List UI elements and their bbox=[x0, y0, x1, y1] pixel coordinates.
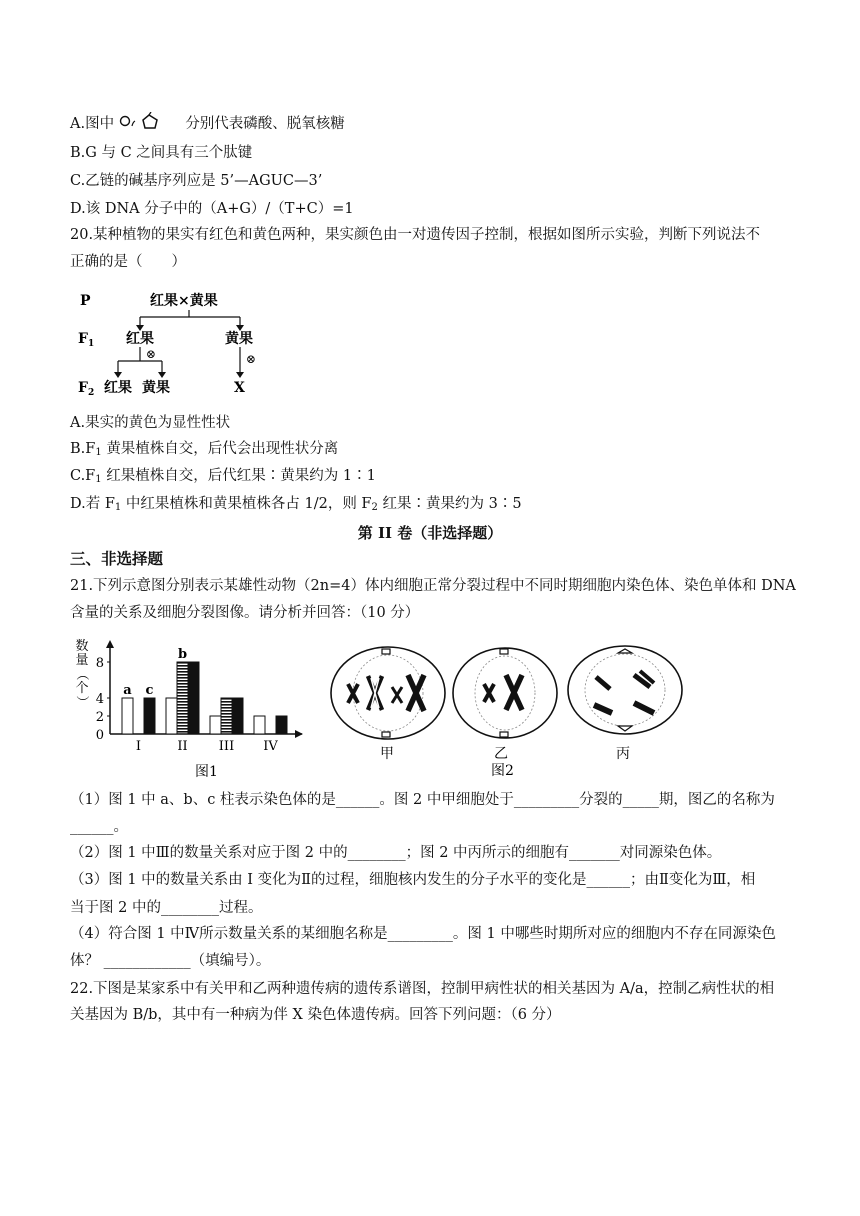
x-axis-arrow bbox=[295, 730, 303, 738]
y-axis-label-char: 个 bbox=[75, 681, 89, 696]
y-tick-label: 8 bbox=[95, 656, 104, 671]
category-label-II: II bbox=[177, 739, 188, 754]
q21-sub3-1: （3）图 1 中的数量关系由 I 变化为Ⅱ的过程，细胞核内发生的分子水平的变化是______；由Ⅱ变化为Ⅲ，相 bbox=[70, 872, 756, 888]
cell-label-jia: 甲 bbox=[380, 746, 394, 762]
option-a-prefix: A.图中 bbox=[70, 116, 115, 132]
option-a-suffix: 分别代表磷酸、脱氧核糖 bbox=[185, 116, 345, 132]
bar-b-II bbox=[177, 662, 188, 734]
y-axis-label-char: （ bbox=[74, 667, 89, 681]
f1-yellow: 黄果 bbox=[225, 331, 253, 347]
y-axis-arrow bbox=[106, 640, 114, 648]
phosphate-sugar-icon bbox=[119, 112, 181, 132]
figure-1-caption: 图1 bbox=[195, 764, 218, 780]
option-b: B.G 与 C 之间具有三个肽键 bbox=[70, 145, 253, 161]
bar-b-III bbox=[221, 698, 232, 734]
f2-yellow: 黄果 bbox=[142, 380, 170, 396]
bar-label-a: a bbox=[123, 683, 132, 698]
section-title: 第 II 卷（非选择题） bbox=[357, 524, 503, 542]
bar-label-c: c bbox=[145, 683, 154, 698]
q20-option-c: $C.F_1$ 红果植株自交，后代红果∶黄果约为 1∶1 bbox=[70, 468, 376, 485]
bar-c-III bbox=[232, 698, 243, 734]
bar-c-IV bbox=[276, 716, 287, 734]
q20-stem-2: 正确的是（ ） bbox=[70, 254, 186, 270]
bar-label-b: b bbox=[177, 647, 188, 662]
q21-sub4-1: （4）符合图 1 中Ⅳ所示数量关系的某细胞名称是_________。图 1 中哪些时期所对应的细胞内不存在同源染色 bbox=[70, 926, 776, 942]
y-tick-label: 4 bbox=[95, 692, 104, 707]
q22-stem-2: 关基因为 B/b，其中有一种病为伴 X 染色体遗传病。回答下列问题：（6 分） bbox=[70, 1007, 561, 1023]
q21-sub4-2: 体？ ____________（填编号）。 bbox=[70, 953, 271, 969]
q21-sub2: （2）图 1 中Ⅲ的数量关系对应于图 2 中的________；图 2 中丙所示的细胞有_______对同源染色体。 bbox=[70, 845, 722, 861]
cell-label-yi: 乙 bbox=[494, 746, 508, 762]
y-axis-label-char: 量 bbox=[75, 653, 89, 668]
q20-option-a: A.果实的黄色为显性性状 bbox=[70, 415, 231, 431]
bar-a-III bbox=[210, 716, 221, 734]
cross-text: 红果×黄果 bbox=[150, 293, 218, 309]
y-axis-label-char: 数 bbox=[75, 639, 89, 654]
cell-label-bing: 丙 bbox=[616, 746, 630, 762]
x-label: X bbox=[234, 380, 245, 396]
f1-label: $F_1$ bbox=[78, 331, 95, 349]
cell-yi bbox=[453, 648, 557, 738]
cross-diagram bbox=[70, 285, 310, 400]
f1-red: 红果 bbox=[126, 331, 154, 347]
bar-c-I bbox=[144, 698, 155, 734]
y-axis-label-char: ） bbox=[74, 695, 89, 709]
option-d: D.该 DNA 分子中的（A+G）/（T+C）=1 bbox=[70, 201, 354, 217]
q21-stem-2: 含量的关系及细胞分裂图像。请分析并回答：（10 分） bbox=[70, 605, 420, 621]
f2-label: $F_2$ bbox=[78, 380, 95, 398]
y-tick-label: 0 bbox=[95, 728, 104, 743]
bar-c-II bbox=[188, 662, 199, 734]
option-c: C.乙链的碱基序列应是 5’—AGUC—3’ bbox=[70, 173, 323, 189]
q21-stem-1: 21.下列示意图分别表示某雄性动物（2n=4）体内细胞正常分裂过程中不同时期细胞内染色体、染色单体和 DNA bbox=[70, 578, 796, 594]
selfing-symbol-2: ⊗ bbox=[246, 352, 257, 366]
category-label-III: III bbox=[218, 739, 235, 754]
option-a bbox=[70, 112, 345, 134]
category-label-IV: IV bbox=[263, 739, 278, 754]
q22-stem-1: 22.下图是某家系中有关甲和乙两种遗传病的遗传系谱图，控制甲病性状的相关基因为 A/a，控制乙病性状的相 bbox=[70, 981, 775, 997]
q20-stem-1: 20.某种植物的果实有红色和黄色两种，果实颜色由一对遗传因子控制，根据如图所示实验，判断下列说法不 bbox=[70, 227, 761, 243]
figure-2-cells bbox=[328, 643, 693, 778]
figure-2-caption: 图2 bbox=[491, 763, 514, 778]
y-tick-label: 2 bbox=[95, 710, 104, 725]
q21-sub1-1: （1）图 1 中 a、b、c 柱表示染色体的是______。图 2 中甲细胞处于_________分裂的_____期，图乙的名称为 bbox=[70, 792, 775, 808]
q20-option-d: D.若 $F_1$ 中红果植株和黄果植株各占 1/2，则 $F_2$ 红果∶黄果约为 3∶5 bbox=[70, 496, 522, 513]
cell-bing bbox=[568, 646, 682, 734]
bar-a-II bbox=[166, 698, 177, 734]
cell-jia bbox=[331, 647, 445, 739]
f2-red: 红果 bbox=[104, 380, 132, 396]
selfing-symbol-1: ⊗ bbox=[146, 347, 157, 361]
figure-1-chart bbox=[70, 632, 315, 780]
bar-a-IV bbox=[254, 716, 265, 734]
q21-sub3-2: 当于图 2 中的________过程。 bbox=[70, 900, 263, 916]
q21-sub1-2: ______。 bbox=[70, 819, 128, 835]
section-heading: 三、非选择题 bbox=[70, 549, 164, 568]
p-label: P bbox=[80, 293, 91, 309]
category-label-I: I bbox=[135, 739, 142, 754]
bar-a-I bbox=[122, 698, 133, 734]
q20-option-b: $B.F_1$ 黄果植株自交，后代会出现性状分离 bbox=[70, 441, 339, 458]
